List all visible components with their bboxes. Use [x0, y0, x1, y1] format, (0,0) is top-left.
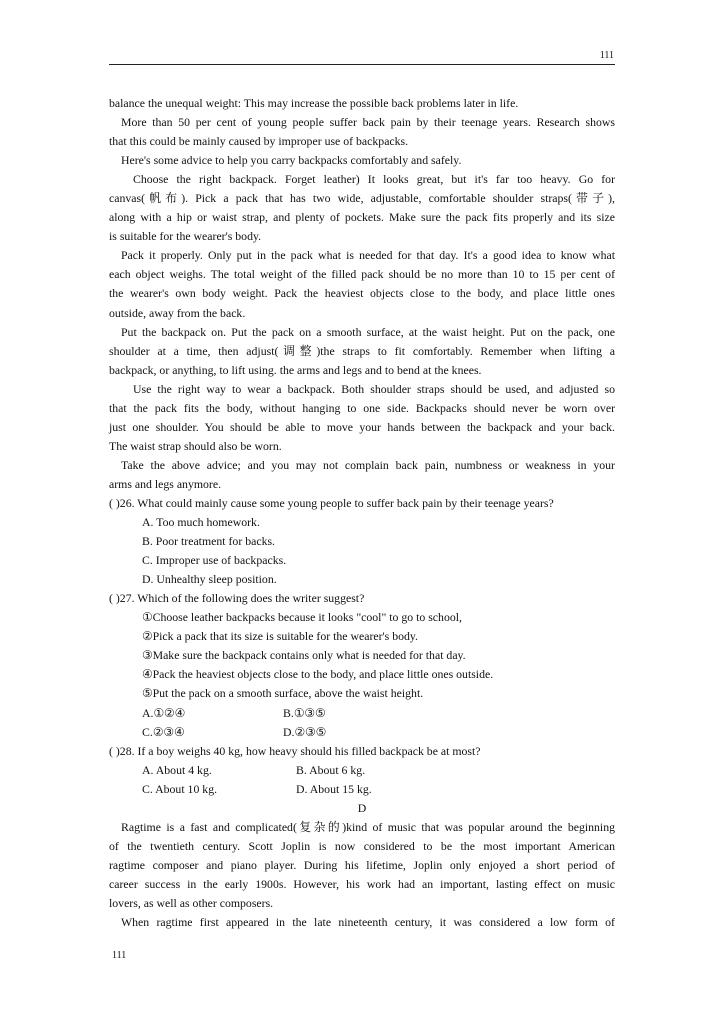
passage-c — [109, 94, 615, 494]
paragraph-line: outside, away from the back. — [109, 305, 246, 320]
answer-option: A.①②④ — [142, 705, 186, 720]
paragraph-line: of the twentieth century. Scott Joplin is now considered to be the most important American — [109, 838, 615, 853]
paragraph-line: the wearer's own body weight. Pack the heaviest objects close to the body, and place little ones — [109, 286, 615, 301]
paragraph-line: Pack it properly. Only put in the pack what is needed for that day. It's a good idea to know what — [121, 248, 615, 263]
question-stem: ( )26. What could mainly cause some young people to suffer back pain by their teenage years? — [109, 495, 554, 510]
paragraph-line: career success in the early 1900s. However, his work had an important, lasting effect on music — [109, 876, 615, 891]
option-row — [109, 761, 615, 780]
paragraph-line: that this could be mainly caused by improper use of backpacks. — [109, 134, 409, 149]
paragraph-line: lovers, as well as other composers. — [109, 895, 274, 910]
paragraph-line: Here's some advice to help you carry backpacks comfortably and safely. — [121, 153, 462, 168]
paragraph-line: just one shoulder. You should be able to move your hands between the backpack and your back. — [109, 419, 615, 434]
page-body — [109, 94, 615, 932]
statement-item: ③Make sure the backpack contains only what is needed for that day. — [142, 648, 466, 663]
passage-d — [109, 818, 615, 932]
option-row — [109, 780, 615, 799]
question-27 — [109, 589, 615, 741]
paragraph-line: Put the backpack on. Put the pack on a smooth surface, at the waist height. Put on the pack, one — [121, 324, 615, 339]
paragraph-line: The waist strap should also be worn. — [109, 438, 282, 453]
statement-item: ①Choose leather backpacks because it looks "cool" to go to school, — [142, 610, 462, 625]
paragraph-line: Choose the right backpack. Forget leather) It looks great, but it's far too heavy. Go for — [133, 172, 615, 187]
paragraph-line: each object weighs. The total weight of the filled pack should be no more than 10 to 15 per cent of — [109, 267, 615, 282]
statement-item: ④Pack the heaviest objects close to the body, and place little ones outside. — [142, 667, 494, 682]
question-stem: ( )28. If a boy weighs 40 kg, how heavy should his filled backpack be at most? — [109, 743, 481, 758]
header-page-number: 111 — [599, 50, 614, 61]
option-row — [109, 704, 615, 723]
answer-option: B. About 6 kg. — [296, 762, 366, 777]
answer-option: D. About 15 kg. — [296, 781, 372, 796]
paragraph-line: Use the right way to wear a backpack. Both shoulder straps should be used, and adjusted so — [133, 381, 615, 396]
statement-item: ②Pick a pack that its size is suitable for the wearer's body. — [142, 629, 418, 644]
answer-option: A. Too much homework. — [142, 515, 260, 530]
question-stem: ( )27. Which of the following does the writer suggest? — [109, 591, 365, 606]
paragraph-line: arms and legs anymore. — [109, 476, 222, 491]
question-26 — [109, 494, 615, 589]
answer-option: B.①③⑤ — [283, 705, 326, 720]
paragraph-line: is suitable for the wearer's body. — [109, 229, 262, 244]
intro-line: balance the unequal weight: This may increase the possible back problems later in life. — [109, 96, 519, 110]
option-row — [109, 723, 615, 742]
paragraph-line: When ragtime first appeared in the late nineteenth century, it was considered a low form of — [121, 915, 615, 930]
answer-option: D. Unhealthy sleep position. — [142, 572, 277, 587]
paragraph-line: canvas(帆布). Pick a pack that has two wide, adjustable, comfortable shoulder straps(带子), — [109, 191, 615, 206]
question-28 — [109, 742, 615, 799]
answer-option: D.②③⑤ — [283, 724, 327, 739]
answer-option: C.②③④ — [142, 724, 185, 739]
paragraph-line: along with a hip or waist strap, and plenty of pockets. Make sure the pack fits properly and its size — [109, 210, 615, 225]
paragraph-line: that the pack fits the body, without hanging to one side. Backpacks should never be worn over — [109, 400, 615, 415]
footer-page-number: 111 — [112, 950, 127, 961]
paragraph-line: backpack, or anything, to lift using. the arms and legs and to bend at the knees. — [109, 362, 482, 377]
section-heading: D — [357, 800, 367, 815]
answer-option: B. Poor treatment for backs. — [142, 534, 276, 549]
answer-option: C. About 10 kg. — [142, 781, 218, 796]
statement-item: ⑤Put the pack on a smooth surface, above the waist height. — [142, 686, 424, 701]
paragraph-line: Ragtime is a fast and complicated(复杂的)kind of music that was popular around the beginning — [121, 819, 615, 834]
answer-option: A. About 4 kg. — [142, 762, 212, 777]
answer-option: C. Improper use of backpacks. — [142, 553, 287, 568]
header-rule — [109, 64, 615, 65]
paragraph-line: More than 50 per cent of young people suffer back pain by their teenage years. Research shows — [121, 115, 615, 130]
paragraph-line: Take the above advice; and you may not complain back pain, numbness or weakness in your — [121, 457, 615, 472]
paragraph-line: ragtime composer and piano player. During his lifetime, Joplin only enjoyed a short period of — [109, 857, 615, 872]
paragraph-line: shoulder at a time, then adjust(调整)the straps to fit comfortably. Remember when lifting a — [109, 343, 615, 358]
